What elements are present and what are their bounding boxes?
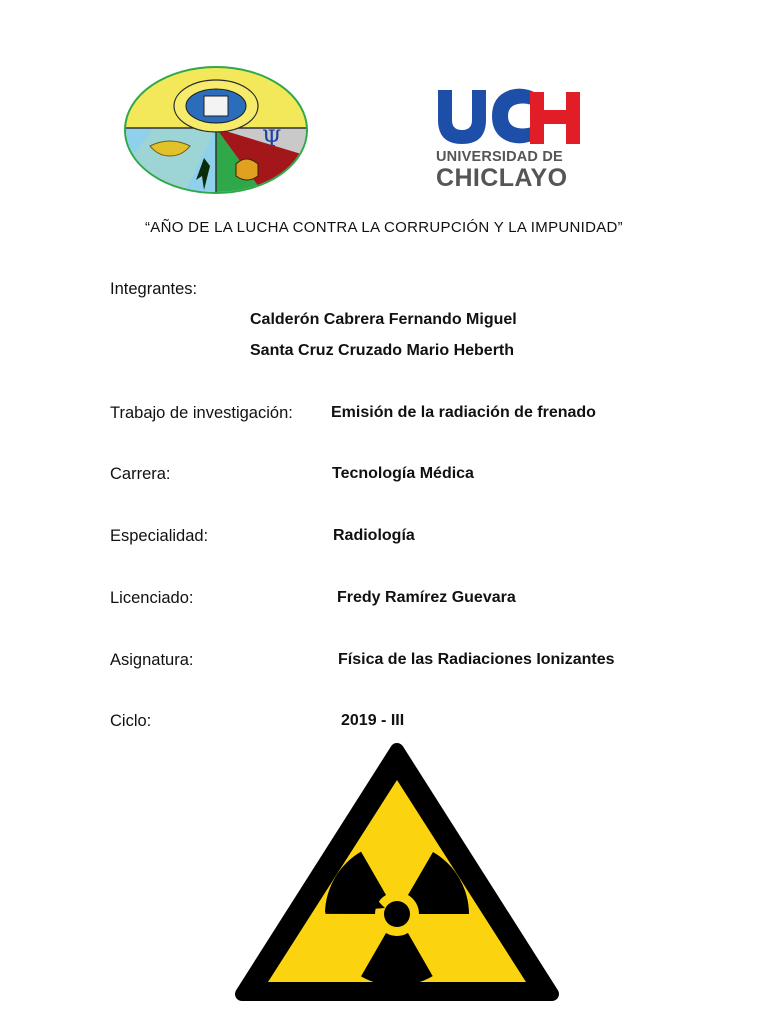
especialidad-label: Especialidad: xyxy=(110,527,209,545)
licenciado-label: Licenciado: xyxy=(110,589,194,607)
member-name-2: Santa Cruz Cruzado Mario Heberth xyxy=(250,342,515,359)
motto-heading: “AÑO DE LA LUCHA CONTRA LA CORRUPCIÓN Y LA IMPUNIDAD” xyxy=(145,219,623,236)
faculty-seal-icon xyxy=(124,66,308,194)
carrera-label: Carrera: xyxy=(110,465,171,483)
radiation-warning-icon xyxy=(234,742,560,1008)
carrera-value: Tecnología Médica xyxy=(332,465,474,482)
svg-text:Ψ: Ψ xyxy=(262,127,282,152)
ciclo-label: Ciclo: xyxy=(110,712,152,730)
especialidad-value: Radiología xyxy=(333,527,415,544)
ciclo-value: 2019 - III xyxy=(341,712,405,729)
trabajo-value: Emisión de la radiación de frenado xyxy=(331,404,596,421)
asignatura-value: Física de las Radiaciones Ionizantes xyxy=(338,651,615,668)
asignatura-label: Asignatura: xyxy=(110,651,194,669)
trabajo-label: Trabajo de investigación: xyxy=(110,404,293,422)
members-label: Integrantes: xyxy=(110,280,198,298)
member-name-1: Calderón Cabrera Fernando Miguel xyxy=(250,311,517,328)
uch-wordmark xyxy=(436,150,596,191)
uch-line1: UNIVERSIDAD DE xyxy=(436,149,563,165)
licenciado-value: Fredy Ramírez Guevara xyxy=(337,589,516,606)
uch-line2: CHICLAYO xyxy=(436,163,568,192)
